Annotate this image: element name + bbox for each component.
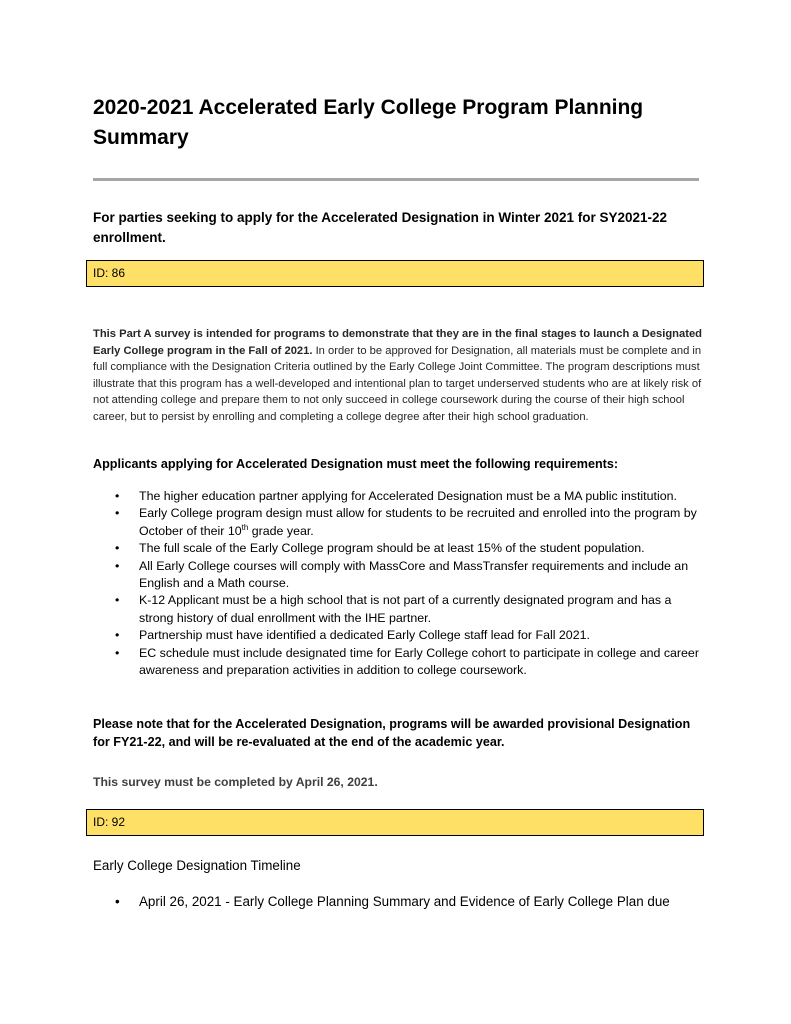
list-item (93, 558, 703, 593)
intro-paragraph (93, 326, 703, 425)
survey-deadline: This survey must be completed by April 26, 2021. (93, 775, 378, 789)
list-item-text: K-12 Applicant must be a high school that is not part of a currently designated program and has a strong history of dual enrollment with the IHE partner. (139, 593, 672, 625)
bullet-icon: • (115, 645, 120, 660)
list-item-text: April 26, 2021 - Early College Planning Summary and Evidence of Early College Plan due (139, 894, 670, 909)
timeline-list (93, 892, 703, 912)
list-item (93, 540, 703, 557)
list-item (93, 592, 703, 627)
list-item-text: The higher education partner applying for Accelerated Designation must be a MA public institution. (139, 489, 677, 503)
list-item-text: Partnership must have identified a dedicated Early College staff lead for Fall 2021. (139, 628, 590, 643)
list-item (93, 645, 703, 680)
list-item (93, 627, 703, 644)
intro-bold-text: This Part A survey is intended for programs to demonstrate that they are in the final stages to launch a Designated Early College program in the Fall of 2021. (93, 328, 703, 357)
bullet-icon: • (115, 593, 120, 608)
bullet-icon: • (115, 489, 120, 503)
list-item (93, 505, 703, 540)
requirements-list (93, 488, 703, 679)
list-item-text: Early College program design must allow for students to be recruited and enrolled into the program by October of their 10 (139, 506, 697, 538)
list-item (93, 488, 703, 505)
subheading: For parties seeking to apply for the Accelerated Designation in Winter 2021 for SY2021-22 enrollment. (93, 210, 668, 245)
list-item (93, 892, 703, 912)
bullet-icon: • (115, 628, 120, 643)
intro-body-text: In order to be approved for Designation, all materials must be complete and in full compliance with the Designation Criteria outlined by the Early College Joint Committee. The program descriptions must illustrate that this program has a well-developed and intentional plan to target underserved students who are at likely risk of not attending college and prepare them to not only succeed in college coursework during the course of their high school career, but to persist by enrolling and completing a college degree after their high school graduation. (93, 344, 702, 423)
list-item-text: All Early College courses will comply with MassCore and MassTransfer requirements and include an English and a Math course. (139, 558, 689, 591)
bullet-icon: • (115, 894, 120, 909)
id-box-92: ID: 92 (86, 809, 704, 836)
list-item-text-tail: grade year. (248, 523, 314, 538)
bullet-icon: • (115, 541, 120, 556)
designation-note: Please note that for the Accelerated Designation, programs will be awarded provisional Designation for FY21-22, and will be re-evaluated at the end of the academic year. (93, 717, 691, 749)
list-item-text: The full scale of the Early College program should be at least 15% of the student population. (139, 541, 645, 556)
id-box-86: ID: 86 (86, 260, 704, 287)
superscript: th (241, 522, 249, 532)
timeline-heading: Early College Designation Timeline (93, 858, 301, 873)
list-item-text: EC schedule must include designated time for Early College cohort to participate in college and career awareness and preparation activities in addition to college coursework. (139, 645, 699, 678)
bullet-icon: • (115, 506, 120, 521)
title-divider (93, 178, 699, 181)
page-title: 2020-2021 Accelerated Early College Program Planning Summary (93, 96, 644, 149)
bullet-icon: • (115, 558, 120, 573)
requirements-heading: Applicants applying for Accelerated Designation must meet the following requirements: (93, 457, 619, 471)
